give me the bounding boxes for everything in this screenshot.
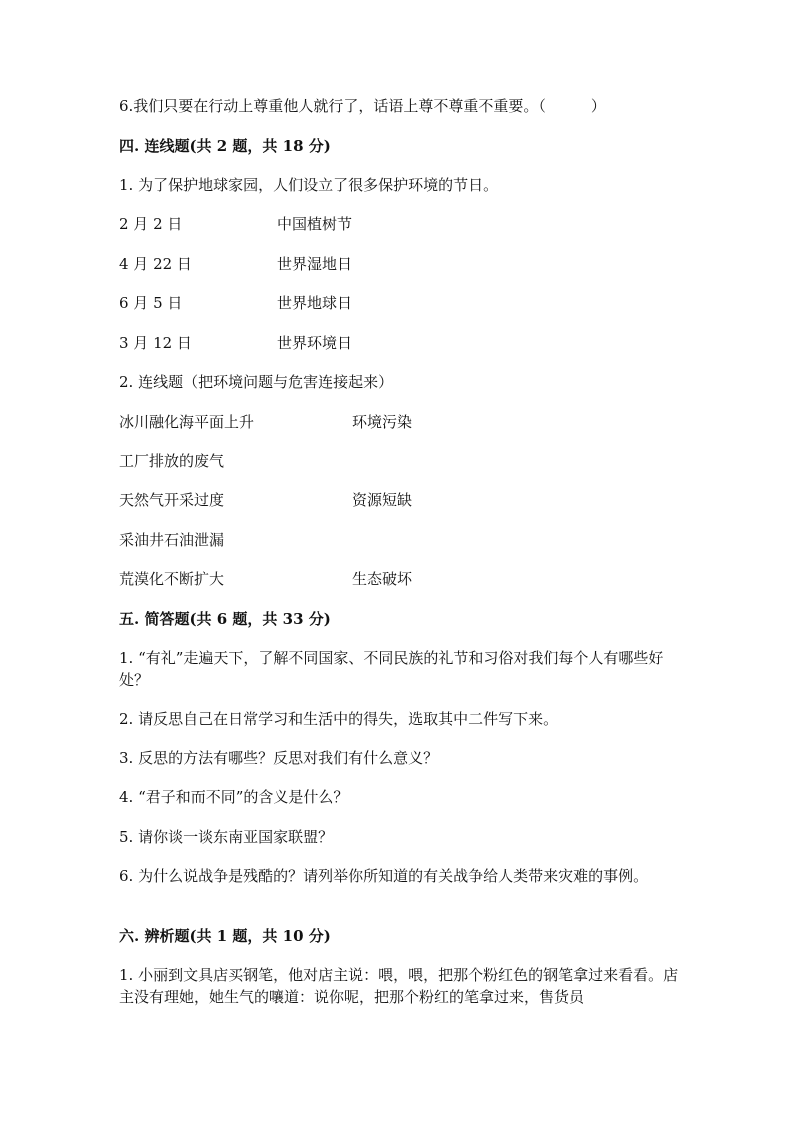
match1-right-0: 中国植树节 <box>277 215 353 233</box>
q4-1: 1. 为了保护地球家园，人们设立了很多保护环境的节日。 <box>119 176 499 194</box>
section-4-title: 四. 连线题(共 2 题，共 18 分) <box>119 137 331 155</box>
match1-left-1: 4 月 22 日 <box>119 255 192 273</box>
match2-left-2: 天然气开采过度 <box>119 491 225 509</box>
q5-2: 2. 请反思自己在日常学习和生活中的得失，选取其中二件写下来。 <box>119 710 559 728</box>
match1-right-3: 世界环境日 <box>277 334 353 352</box>
q5-4: 4. “君子和而不同”的含义是什么？ <box>119 788 349 806</box>
section-6-title: 六. 辨析题(共 1 题，共 10 分) <box>119 927 331 945</box>
q4-2: 2. 连线题（把环境问题与危害连接起来） <box>119 373 394 391</box>
q5-6: 6. 为什么说战争是残酷的？请列举你所知道的有关战争给人类带来灾难的事例。 <box>119 867 649 885</box>
match1-left-0: 2 月 2 日 <box>119 215 183 233</box>
q5-1: 1. “有礼”走遍天下，了解不同国家、不同民族的礼节和习俗对我们每个人有哪些好处？ <box>119 649 664 689</box>
match1-left-3: 3 月 12 日 <box>119 334 192 352</box>
match1-left-2: 6 月 5 日 <box>119 294 183 312</box>
section-5-title: 五. 简答题(共 6 题，共 33 分) <box>119 610 331 628</box>
q6-1: 1. 小丽到文具店买钢笔，他对店主说：喂，喂，把那个粉红色的钢笔拿过来看看。店主没有理她，她生气的嚷道：说你呢，把那个粉红的笔拿过来，售货员 <box>119 966 679 1006</box>
match1-right-2: 世界地球日 <box>277 294 353 312</box>
match2-right-2: 资源短缺 <box>352 491 413 509</box>
q3-6: 6.我们只要在行动上尊重他人就行了，话语上尊不尊重不重要。（ ） <box>119 97 606 115</box>
match2-right-0: 环境污染 <box>352 413 413 431</box>
match2-left-4: 荒漠化不断扩大 <box>119 570 225 588</box>
match2-right-4: 生态破坏 <box>352 570 413 588</box>
match2-left-1: 工厂排放的废气 <box>119 452 225 470</box>
match2-left-0: 冰川融化海平面上升 <box>119 413 255 431</box>
match2-left-3: 采油井石油泄漏 <box>119 531 225 549</box>
q5-5: 5. 请你谈一谈东南亚国家联盟？ <box>119 828 334 846</box>
q5-3: 3. 反思的方法有哪些？反思对我们有什么意义？ <box>119 749 439 767</box>
match1-right-1: 世界湿地日 <box>277 255 353 273</box>
